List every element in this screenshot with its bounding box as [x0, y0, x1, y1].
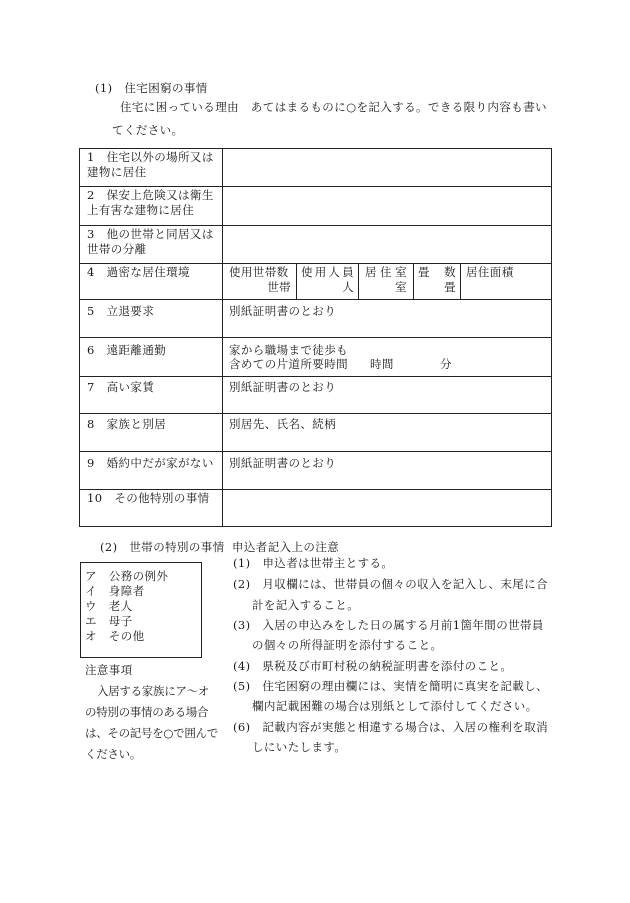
- table-row: [80, 187, 551, 226]
- tatami-count-field: [414, 264, 461, 299]
- instruction-line: 住宅に困っている理由 あてはまるものに○を記入する。できる限り内容も書い: [120, 100, 547, 114]
- special-circumstances-box: [80, 562, 202, 658]
- reason-entry-text: 含めての片道所要時間: [229, 357, 348, 371]
- reason-entry-cell: [223, 414, 551, 451]
- field-unit: 室: [395, 280, 407, 294]
- reason-label-cell: [80, 490, 223, 526]
- field-unit: 世帯: [267, 280, 291, 294]
- reason-entry-cell: [223, 149, 551, 186]
- reason-entry-cell: [223, 187, 551, 225]
- reason-label: 8 家族と別居: [87, 417, 167, 431]
- reason-label: 世帯の分離: [87, 242, 147, 256]
- field-unit: 人: [342, 280, 354, 294]
- reason-label: 建物に居住: [87, 165, 147, 179]
- floor-area-field: [461, 264, 551, 299]
- field-label: 居住室: [365, 265, 407, 279]
- reason-label-cell: [80, 300, 223, 337]
- reason-entry-text: 別紙証明書のとおり: [229, 304, 337, 318]
- table-row: [80, 338, 551, 377]
- commute-entry-cell: [223, 338, 551, 376]
- reason-label-cell: [80, 377, 223, 413]
- hardship-reason-table: [79, 148, 552, 527]
- reason-label: 6 遠距離通勤: [87, 343, 167, 357]
- reason-label: 1 住宅以外の場所又は: [87, 150, 214, 164]
- reason-label: 5 立退要求: [87, 304, 155, 318]
- occupant-count-field: [297, 264, 359, 299]
- reason-label: 3 他の世帯と同居又は: [87, 227, 214, 241]
- note-line: は、その記号を○で囲んで: [85, 726, 218, 740]
- reason-label-cell: [80, 187, 223, 225]
- reason-entry-cell: [223, 226, 551, 263]
- applicant-note-continuation: の個々の所得証明を添付すること。: [252, 638, 443, 652]
- applicant-notes-heading: 申込者記入上の注意: [232, 540, 340, 554]
- applicant-note-continuation: しにいたします。: [252, 740, 347, 754]
- reason-label-cell: [80, 338, 223, 376]
- crowding-fields: [223, 264, 551, 299]
- applicant-note-item: (6) 記載内容が実態と相違する場合は、入居の権利を取消: [233, 720, 548, 734]
- circumstance-option: オ その他: [85, 629, 145, 643]
- reason-entry-cell: [223, 490, 551, 526]
- field-label: 畳数: [418, 265, 456, 279]
- reason-label-cell: [80, 264, 223, 299]
- circumstance-option: ア 公務の例外: [85, 569, 169, 583]
- reason-label-cell: [80, 226, 223, 263]
- reason-label: 上有害な建物に居住: [87, 203, 195, 217]
- room-count-field: [359, 264, 414, 299]
- reason-label: 4 過密な居住環境: [87, 265, 190, 279]
- reason-entry-text: 別紙証明書のとおり: [229, 380, 337, 394]
- note-line: ください。: [85, 747, 141, 761]
- reason-label: 10 その他特別の事情: [87, 491, 210, 505]
- applicant-note-item: (2) 月収欄には、世帯員の個々の収入を記入し、末尾に合: [233, 577, 548, 591]
- section-2-heading: (2) 世帯の特別の事情: [100, 540, 225, 554]
- household-count-field: [223, 264, 297, 299]
- table-row: [80, 264, 551, 300]
- applicant-note-continuation: 計を記入すること。: [252, 598, 360, 612]
- reason-label: 2 保安上危険又は衛生: [87, 188, 214, 202]
- note-line: の特別の事情のある場合: [85, 705, 209, 719]
- reason-entry-text: 別居先、氏名、続柄: [229, 417, 337, 431]
- table-row: [80, 377, 551, 414]
- reason-entry-text: 家から職場まで徒歩も: [229, 343, 348, 357]
- reason-label: 9 婚約中だが家がない: [87, 456, 214, 470]
- reason-entry-cell: [223, 452, 551, 489]
- field-label: 使用世帯数: [229, 265, 289, 279]
- table-row: [80, 414, 551, 452]
- applicant-note-item: (3) 入居の申込みをした日の属する月前1箇年間の世帯員: [233, 618, 544, 632]
- note-title: 注意事項: [85, 663, 133, 677]
- note-line: 入居する家族にア～オ: [97, 684, 209, 698]
- reason-entry-text: 別紙証明書のとおり: [229, 456, 337, 470]
- minutes-unit: 分: [440, 357, 452, 371]
- instruction-line: てください。: [112, 123, 184, 137]
- section-1-heading: (1) 住宅困窮の事情: [95, 81, 208, 95]
- table-row: [80, 226, 551, 264]
- table-row: [80, 149, 551, 187]
- reason-label-cell: [80, 452, 223, 489]
- circumstance-option: ウ 老人: [85, 599, 133, 613]
- circumstance-option: イ 身障者: [85, 584, 145, 598]
- field-label: 居住面積: [466, 265, 514, 279]
- table-row: [80, 452, 551, 490]
- reason-label: 7 高い家賃: [87, 380, 155, 394]
- applicant-note-item: (1) 申込者は世帯主とする。: [233, 556, 394, 570]
- applicant-note-continuation: 欄内記載困難の場合は別紙として添付してください。: [252, 699, 538, 713]
- reason-label-cell: [80, 414, 223, 451]
- applicant-note-item: (4) 県税及び市町村税の納税証明書を添付のこと。: [233, 659, 513, 673]
- reason-entry-cell: [223, 377, 551, 413]
- field-unit: 畳: [444, 280, 456, 294]
- reason-entry-cell: [223, 300, 551, 337]
- applicant-note-item: (5) 住宅困窮の理由欄には、実情を簡明に真実を記載し、: [233, 679, 548, 693]
- hours-unit: 時間: [370, 357, 394, 371]
- field-label: 使用人員: [301, 265, 354, 279]
- reason-label-cell: [80, 149, 223, 186]
- table-row: [80, 300, 551, 338]
- table-row: [80, 490, 551, 526]
- circumstance-option: エ 母子: [85, 614, 133, 628]
